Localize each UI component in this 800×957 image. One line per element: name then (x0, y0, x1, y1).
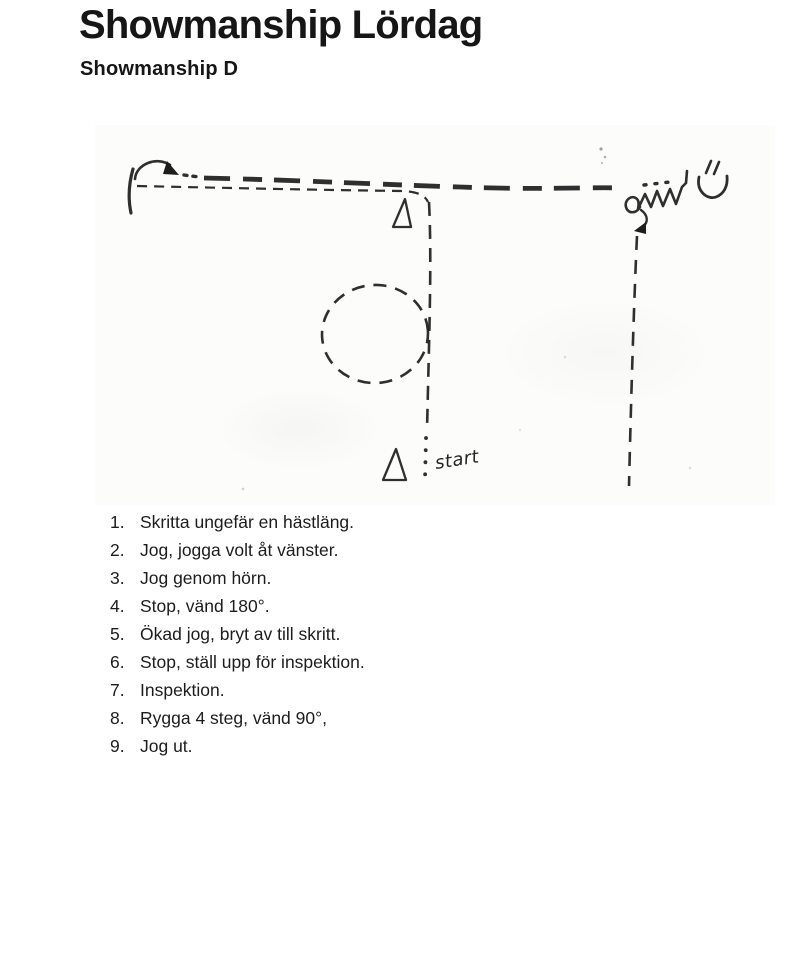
list-item (110, 648, 530, 676)
cone-marker-start (383, 449, 406, 480)
list-item-text: Rygga 4 steg, vänd 90°, (140, 708, 327, 728)
list-item-text: Skritta ungefär en hästläng. (140, 512, 355, 532)
list-item-number: 3. (110, 568, 125, 588)
list-item-number: 2. (110, 540, 125, 560)
list-item (110, 620, 530, 648)
scan-speckles (242, 147, 692, 490)
back-up-zigzag (626, 171, 687, 212)
list-item-number: 1. (110, 512, 125, 532)
list-item-text: Jog genom hörn. (140, 568, 272, 588)
start-label: start (433, 446, 481, 474)
list-item-text: Jog ut. (140, 736, 193, 756)
list-item-text: Jog, jogga volt åt vänster. (140, 540, 339, 560)
page-title: Showmanship Lördag (79, 3, 483, 47)
list-item (110, 536, 530, 564)
list-item-text: Ökad jog, bryt av till skritt. (140, 624, 341, 644)
judge-smiley (699, 161, 728, 198)
arena-wall (129, 169, 133, 213)
list-item-text: Stop, vänd 180°. (140, 596, 270, 616)
list-item-text: Stop, ställ upp för inspektion. (140, 652, 365, 672)
turn-90-arrow (634, 210, 647, 234)
pattern-diagram (95, 125, 775, 505)
list-item (110, 592, 530, 620)
list-item-number: 5. (110, 624, 125, 644)
list-item-number: 4. (110, 596, 125, 616)
list-item (110, 676, 530, 704)
list-item (110, 704, 530, 732)
list-item (110, 564, 530, 592)
list-item-text: Inspektion. (140, 680, 225, 700)
cone-marker-top (393, 199, 411, 227)
center-vertical-dashed-line (427, 202, 430, 431)
walk-track-fine-dashed-line (137, 186, 428, 202)
list-item-number: 9. (110, 736, 125, 756)
start-dotted-line (425, 438, 426, 480)
jog-out-dashed-line (629, 236, 637, 486)
section-subtitle: Showmanship D (80, 58, 239, 80)
list-item-number: 8. (110, 708, 125, 728)
list-item-number: 6. (110, 652, 125, 672)
list-item (110, 508, 530, 536)
list-item-number: 7. (110, 680, 125, 700)
instruction-list (110, 508, 530, 760)
jog-track-heavy-dashed-line (204, 178, 670, 188)
start-label-group (433, 446, 481, 474)
list-item (110, 732, 530, 760)
volt-circle-dashed (319, 281, 432, 386)
turn-180-arrow (135, 161, 199, 179)
